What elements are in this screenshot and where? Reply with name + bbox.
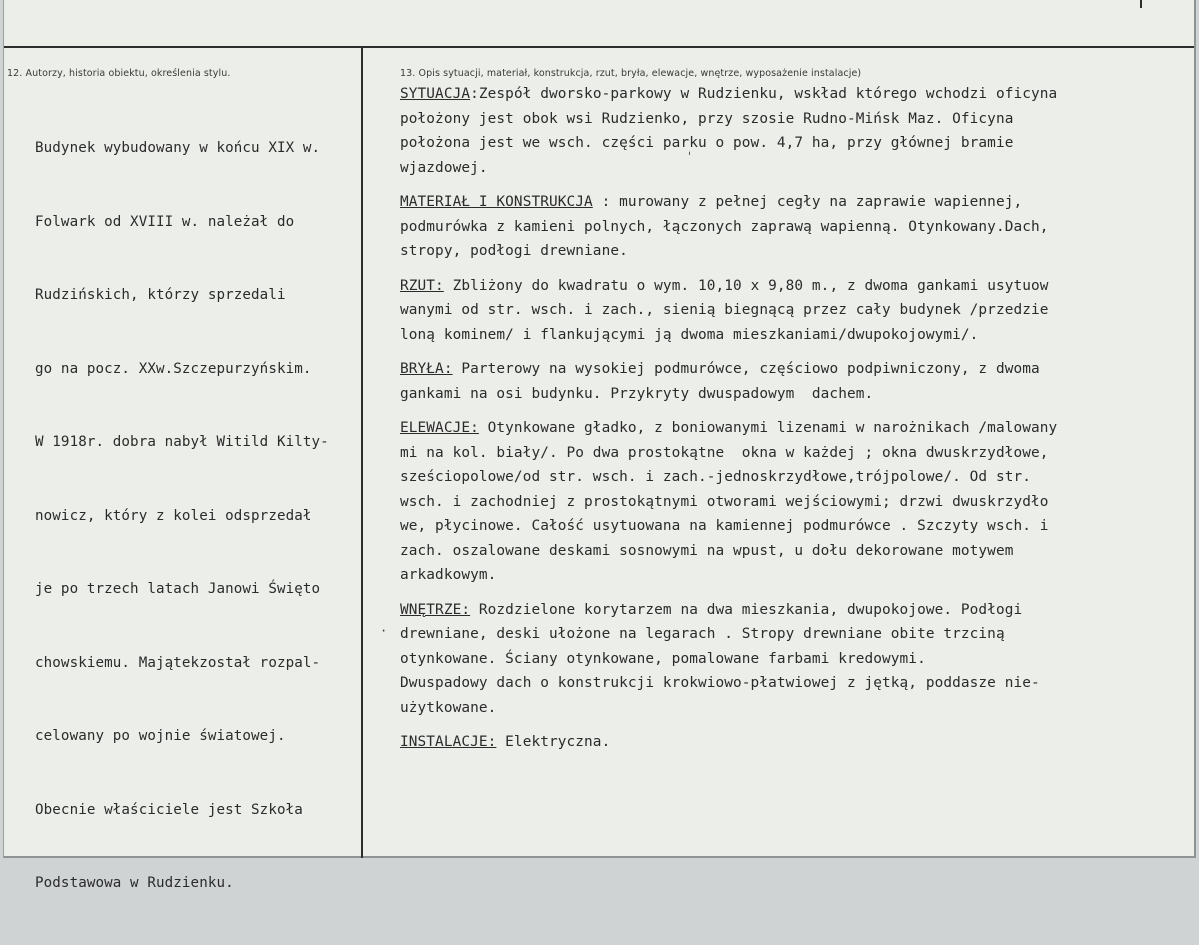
section-label: RZUT: — [400, 277, 444, 294]
section-line: podmurówka z kamieni polnych, łączonych zaprawą wapienną. Otynkowany.Dach, — [400, 218, 1049, 235]
history-line: Podstawowa w Rudzienku. — [35, 875, 234, 891]
history-line: go na pocz. XXw.Szczepurzyńskim. — [35, 360, 312, 377]
section-line: wjazdowej. — [400, 159, 488, 176]
section-line: arkadkowym. — [400, 567, 497, 583]
stray-mark: ˈ — [686, 150, 694, 164]
section-instalacje — [400, 730, 1180, 755]
section-line: :Zespół dworsko-parkowy w Rudzienku, wskład którego wchodzi oficyna — [470, 86, 1058, 102]
history-line: Folwark od XVIII w. należał do — [35, 213, 295, 230]
section-line: sześciopolowe/od str. wsch. i zach.-jednoskrzydłowe,trójpolowe/. Od str. — [400, 469, 1031, 485]
catalog-card — [3, 0, 1196, 891]
history-line: Budynek wybudowany w końcu XIX w. — [35, 140, 321, 156]
section-line: Elektryczna. — [496, 734, 611, 750]
section-label: SYTUACJA — [400, 86, 471, 102]
history-line: nowicz, który z kolei odsprzedał — [35, 507, 312, 524]
section-line: gankami na osi budynku. Przykryty dwuspadowym dachem. — [400, 385, 874, 402]
section-rzut — [400, 274, 1180, 348]
top-tick — [1140, 0, 1142, 8]
section-elewacje — [400, 416, 1180, 588]
history-line: chowskiemu. Majątekzostał rozpal- — [35, 654, 321, 671]
section-line: Parterowy na wysokiej podmurówce, częściowo podpiwniczony, z dwoma — [452, 361, 1040, 377]
stray-mark: · — [380, 624, 388, 638]
header-left: 12. Autorzy, historia obiektu, określenia stylu. — [7, 68, 231, 79]
section-label: BRYŁA: — [400, 361, 453, 377]
section-line: stropy, podłogi drewniane. — [400, 243, 628, 259]
section-label: WNĘTRZE: — [400, 601, 471, 618]
history-line: W 1918r. dobra nabył Witild Kilty- — [35, 434, 329, 450]
section-line: loną kominem/ i flankującymi ją dwoma mieszkaniami/dwupokojowymi/. — [400, 326, 979, 343]
section-line: użytkowane. — [400, 699, 497, 716]
history-line: celowany po wojnie światowej. — [35, 728, 286, 744]
section-label: MATERIAŁ I KONSTRUKCJA — [400, 194, 593, 210]
section-label: ELEWACJE: — [400, 420, 479, 436]
section-wnetrze — [400, 598, 1180, 721]
history-line: Obecnie właściciele jest Szkoła — [35, 801, 303, 818]
section-sytuacja — [400, 82, 1180, 180]
section-line: Zbliżony do kwadratu o wym. 10,10 x 9,80 m., z dwoma gankami usytuow — [443, 277, 1049, 294]
section-line: : murowany z pełnej cegły na zaprawie wapiennej, — [592, 194, 1023, 210]
section-label: INSTALACJE: — [400, 734, 497, 750]
section-line: drewniane, deski ułożone na legarach . Stropy drewniane obite trzciną — [400, 626, 1005, 642]
section-line: zach. oszalowane deskami sosnowymi na wpust, u dołu dekorowane motywem — [400, 542, 1014, 559]
section-line: Dwuspadowy dach o konstrukcji krokwiowo-płatwiowej z jętką, poddasze nie- — [400, 675, 1040, 691]
history-line: je po trzech latach Janowi Święto — [35, 581, 321, 597]
section-line: Rozdzielone korytarzem na dwa mieszkania, dwupokojowe. Podłogi — [470, 601, 1023, 618]
section-line: otynkowane. Ściany otynkowane, pomalowane farbami kredowymi. — [400, 650, 926, 667]
section-line: wanymi od str. wsch. i zach., sienią biegnącą przez cały budynek /przedzie — [400, 302, 1049, 318]
header-right: 13. Opis sytuacji, materiał, konstrukcja, rzut, bryła, elewacje, wnętrze, wyposażenie instalacje) — [400, 68, 862, 79]
description-column — [400, 82, 1180, 765]
section-line: położony jest obok wsi Rudzienko, przy szosie Rudno-Mińsk Maz. Oficyna — [400, 110, 1014, 127]
section-line: Otynkowane gładko, z boniowanymi lizenami w narożnikach /malowany — [478, 420, 1058, 436]
top-rule — [4, 46, 1194, 48]
section-line: położona jest we wsch. części parku o pow. 4,7 ha, przy głównej bramie — [400, 135, 1014, 151]
section-line: mi na kol. biały/. Po dwa prostokątne okna w każdej ; okna dwuskrzydłowe, — [400, 444, 1049, 461]
history-column — [35, 87, 369, 945]
section-line: wsch. i zachodniej z prostokątnymi otworami wejściowymi; drzwi dwuskrzydło — [400, 493, 1049, 510]
history-line: Rudzińskich, którzy sprzedali — [35, 287, 286, 303]
section-line: we, płycinowe. Całość usytuowana na kamiennej podmurówce . Szczyty wsch. i — [400, 518, 1049, 534]
section-material — [400, 190, 1180, 264]
section-bryla — [400, 357, 1180, 406]
